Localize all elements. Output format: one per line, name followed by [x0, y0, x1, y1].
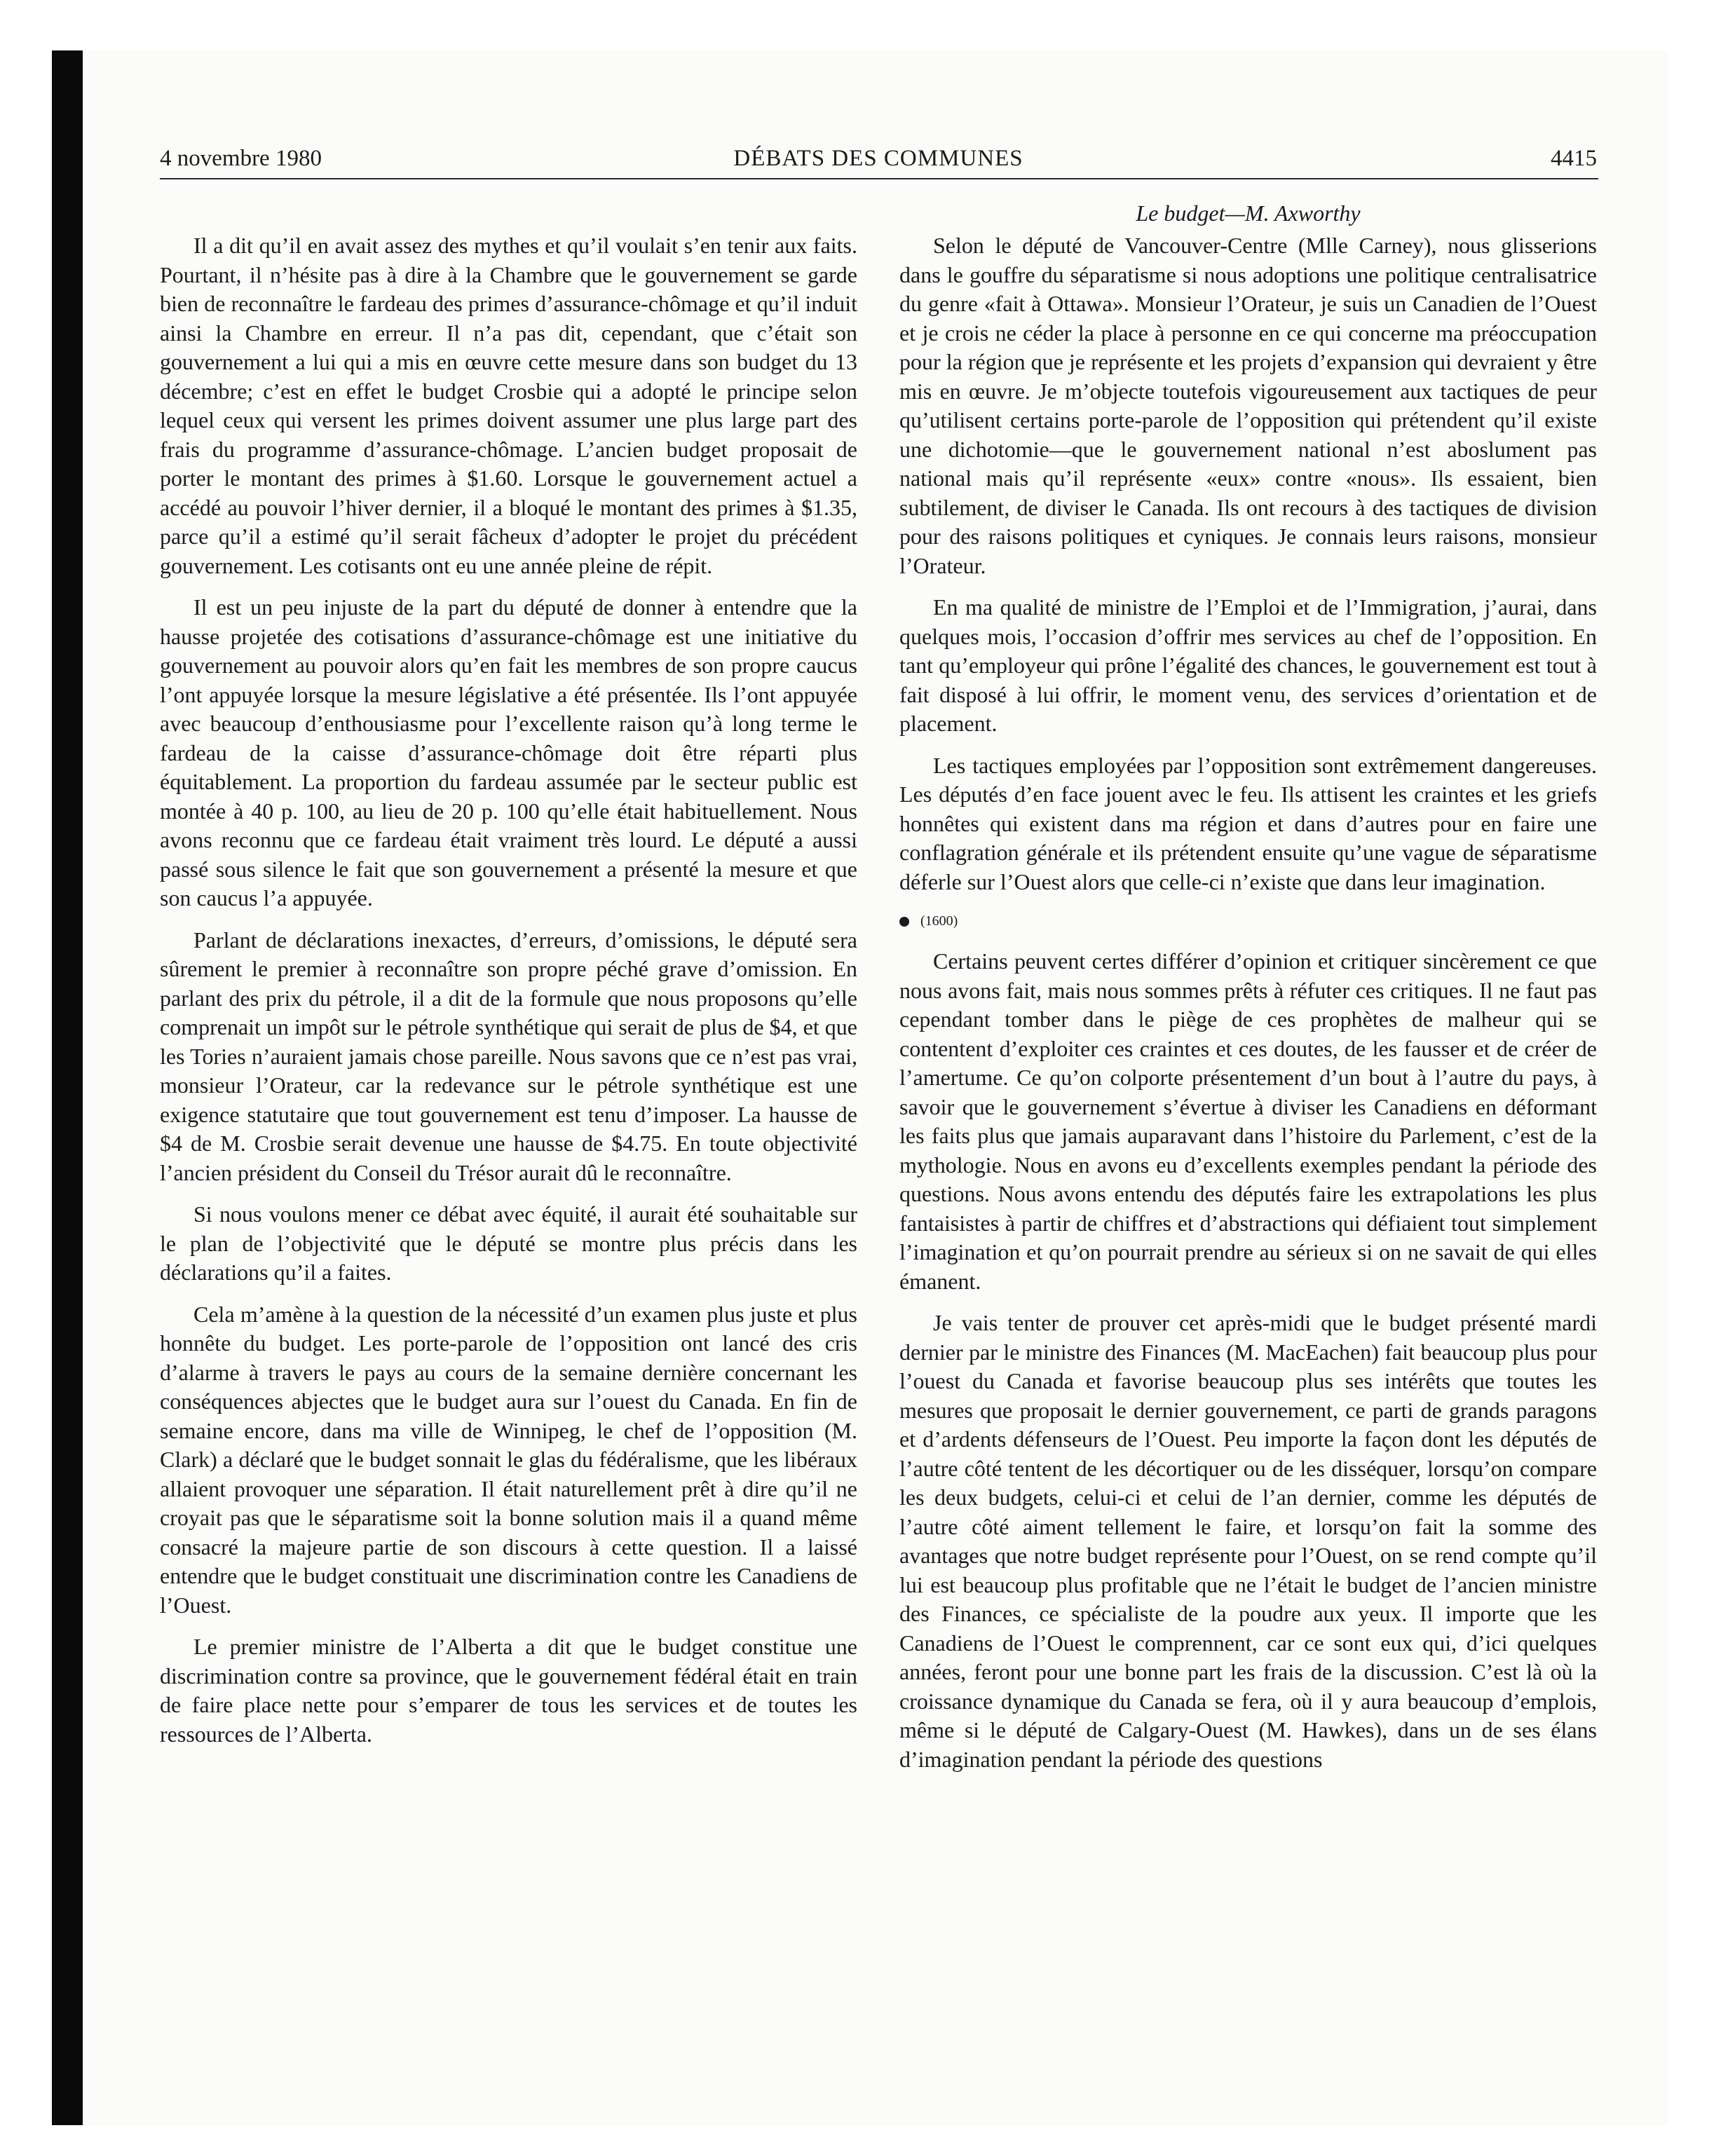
header-date: 4 novembre 1980: [160, 146, 322, 171]
paragraph: Je vais tenter de prouver cet après-midi que le budget présenté mardi dernier par le ministre des Finances (M. MacEachen) fait beaucoup plus pour l’ouest du Canada et favorise beaucoup plus ses intérêts que toutes les mesures que proposait le dernier gouvernement, ce parti de grands paragons et d’ardents défenseurs de l’Ouest. Peu importe la façon dont les députés de l’autre côté tentent de les décortiquer ou de les disséquer, lorsqu’on compare les deux budgets, celui-ci et celui de l’an dernier, comme les députés de l’autre côté aiment tellement le faire, et lorsqu’on fait la somme des avantages que notre budget représente pour l’Ouest, on se rend compte qu’il lui est beaucoup plus profitable que ne l’était le budget de l’ancien ministre des Finances, ce spécialiste de la poudre aux yeux. Il importe que les Canadiens de l’Ouest le comprennent, car ce sont eux qui, d’ici quelques années, feront pour une bonne part les frais de la discussion. C’est là où la croissance dynamique du Canada se fera, où il y aura beaucoup d’emplois, même si le député de Calgary-Ouest (M. Hawkes), dans un de ses élans d’imagination pendant la période des questions: [899, 1310, 1597, 1772]
right-column: [899, 231, 1597, 1787]
paragraph: Il a dit qu’il en avait assez des mythes et qu’il voulait s’en tenir aux faits. Pourtant, il n’hésite pas à dire à la Chambre que le gouvernement se garde bien de reconnaître le fardeau des primes d’assurance-chômage et qu’il induit ainsi la Chambre en erreur. Il n’a pas dit, cependant, que c’était son gouvernement a lui qui a mis en œuvre cette mesure dans son budget du 13 décembre; c’est en effet le budget Crosbie qui a adopté le principe selon lequel ceux qui versent les primes doivent assumer une plus large part des frais du programme d’assurance-chômage. L’ancien budget proposait de porter le montant des primes à $1.60. Lorsque le gouvernement actuel a accédé au pouvoir l’hiver dernier, il a bloqué le montant des primes à $1.35, parce qu’il a estimé qu’il serait fâcheux d’adopter le projet du précédent gouvernement. Les cotisants ont eu une année pleine de répit.: [160, 233, 857, 578]
header-title: DÉBATS DES COMMUNES: [733, 146, 1023, 171]
time-marker-text: (1600): [920, 913, 958, 929]
paragraph: En ma qualité de ministre de l’Emploi et de l’Immigration, j’aurai, dans quelques mois, l’occasion d’offrir mes services au chef de l’opposition. En tant qu’employeur qui prône l’égalité des chances, le gouvernement est tout à fait disposé à lui offrir, le moment venu, des services d’orientation et de placement.: [899, 594, 1597, 736]
paragraph: Cela m’amène à la question de la nécessité d’un examen plus juste et plus honnête du budget. Les porte-parole de l’opposition ont lancé des cris d’alarme à travers le pays au cours de la semaine dernière concernant les conséquences abjectes que le budget aura sur l’ouest du Canada. En fin de semaine encore, dans ma ville de Winnipeg, le chef de l’opposition (M. Clark) a déclaré que le budget sonnait le glas du fédéralisme, que les libéraux allaient provoquer une séparation. Il était naturellement prêt à dire qu’il ne croyait pas que le séparatisme soit la bonne solution mais il a quand même consacré la majeure partie de son discours à cette question. Il a laissé entendre que le budget constituait une discrimination contre les Canadiens de l’Ouest.: [160, 1301, 857, 1618]
page-header: [160, 146, 1597, 174]
paragraph: Les tactiques employées par l’opposition sont extrêmement dangereuses. Les députés d’en face jouent avec le feu. Ils attisent les craintes et les griefs honnêtes qui existent dans ma région et dans d’autres pour en faire une conflagration générale et ils prétendent ensuite qu’une vague de séparatisme déferle sur l’Ouest alors que celle-ci n’existe que dans leur imagination.: [899, 752, 1597, 894]
left-column: [160, 231, 857, 1761]
header-page-number: 4415: [1551, 146, 1597, 171]
paragraph: Certains peuvent certes différer d’opinion et critiquer sincèrement ce que nous avons fait, mais nous sommes prêts à réfuter ces critiques. Il ne faut pas cependant tomber dans le piège de ces prophètes de malheur qui se contentent d’exploiter ces craintes et ces doutes, de les fausser et de créer de l’amertume. Ce qu’on colporte présentement d’un bout à l’autre du pays, à savoir que le gouvernement s’évertue à diviser les Canadiens en déformant les faits plus que jamais auparavant dans l’histoire du Parlement, c’est de la mythologie. Nous en avons eu d’excellents exemples pendant la période des questions. Nous avons entendu des députés faire les extrapolations les plus fantaisistes à partir de chiffres et d’abstractions qui défiaient tout simplement l’imagination et qu’on pourrait prendre au sérieux si on ne savait de qui elles émanent.: [899, 948, 1597, 1294]
running-head: Le budget—M. Axworthy: [1136, 200, 1361, 226]
paragraph: Le premier ministre de l’Alberta a dit que le budget constitue une discrimination contre sa province, que le gouvernement fédéral était en train de faire place nette pour s’emparer de tous les services et de toutes les ressources de l’Alberta.: [160, 1634, 857, 1747]
paragraph: Il est un peu injuste de la part du député de donner à entendre que la hausse projetée des cotisations d’assurance-chômage est une initiative du gouvernement au pouvoir alors qu’en fait les membres de son propre caucus l’ont appuyée lorsque la mesure législative a été présentée. Ils l’ont appuyée avec beaucoup d’enthousiasme pour l’excellente raison qu’à long terme le fardeau de la caisse d’assurance-chômage doit être réparti plus équitablement. La proportion du fardeau assumée par le secteur public est montée à 40 p. 100, au lieu de 20 p. 100 qu’elle était habituellement. Nous avons reconnu que ce fardeau était vraiment très lourd. Le député a aussi passé sous silence le fait que son gouvernement a présenté la mesure et que son caucus l’a appuyée.: [160, 594, 857, 910]
paragraph: Selon le député de Vancouver-Centre (Mlle Carney), nous glisserions dans le gouffre du séparatisme si nous adoptions une politique centralisatrice du genre «fait à Ottawa». Monsieur l’Orateur, je suis un Canadien de l’Ouest et je crois ne céder la place à personne en ce qui concerne ma préoccupation pour la région que je représente et les projets d’expansion qui devraient y être mis en œuvre. Je m’objecte toutefois vigoureusement aux tactiques de peur qu’utilisent certains porte-parole de l’opposition qui prétendent qu’il existe une dichotomie—que le gouvernement national n’est aboslument pas national mais qu’il représente «eux» contre «nous». Ils essaient, bien subtilement, de diviser le Canada. Ils ont recours à des tactiques de division pour des raisons politiques et cyniques. Je connais leurs raisons, monsieur l’Orateur.: [899, 233, 1597, 578]
bullet-icon: [899, 917, 909, 927]
header-rule: [160, 178, 1598, 179]
paragraph: Si nous voulons mener ce débat avec équité, il aurait été souhaitable sur le plan de l’objectivité que le député se montre plus précis dans les déclarations qu’il a faites.: [160, 1201, 857, 1285]
scan-margin: [0, 0, 20, 2156]
paragraph: Parlant de déclarations inexactes, d’erreurs, d’omissions, le député sera sûrement le premier à reconnaître son propre péché grave d’omission. En parlant des prix du pétrole, il a dit de la formule que nous proposons qu’elle comprenait un impôt sur le pétrole synthétique qui serait de plus de $4, et que les Tories n’auraient jamais chose pareille. Nous savons que ce n’est pas vrai, monsieur l’Orateur, car la redevance sur le pétrole synthétique est une exigence statutaire que tout gouvernement est tenu d’imposer. La hausse de $4 de M. Crosbie serait devenue une hausse de $4.75. En toute objectivité l’ancien président du Conseil du Trésor aurait dû le reconnaître.: [160, 927, 857, 1185]
time-marker: [899, 910, 1597, 932]
scan-binding-edge: [52, 50, 83, 2125]
